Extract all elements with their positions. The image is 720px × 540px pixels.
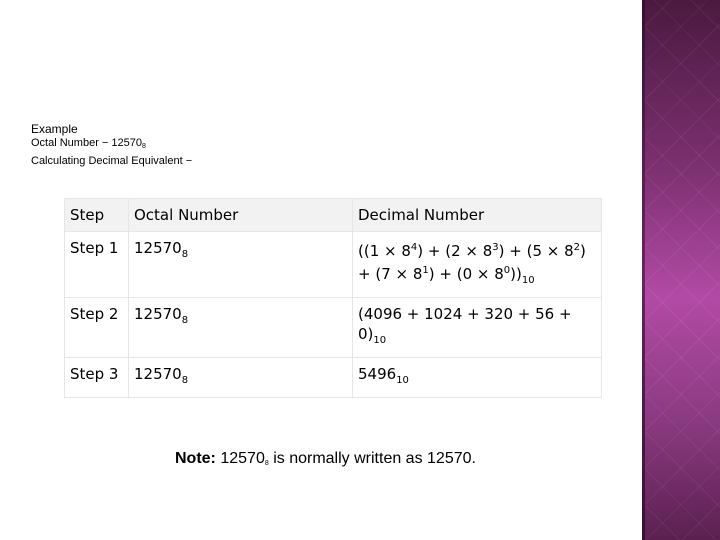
decorative-sidebar (642, 0, 720, 540)
table-header-row (65, 199, 602, 232)
decimal-cell: $5496_{10}$ (353, 358, 602, 398)
step-cell: Step 2 (65, 298, 129, 358)
table-row (65, 298, 602, 358)
conversion-table (64, 198, 602, 398)
table-row (65, 358, 602, 398)
octal-number-line: Octal Number − $12570_8$ (31, 137, 146, 150)
note-label: Note: (175, 450, 216, 467)
step-cell: Step 1 (65, 232, 129, 298)
header-step: Step (65, 199, 129, 232)
header-decimal: Decimal Number (353, 199, 602, 232)
octal-cell: $12570_8$ (129, 298, 353, 358)
step-cell: Step 3 (65, 358, 129, 398)
octal-cell: $12570_8$ (129, 232, 353, 298)
calculating-line: Calculating Decimal Equivalent − (31, 155, 193, 167)
example-heading: Example (31, 122, 78, 136)
note-text: Note: $12570_8$ is normally written as 12570. (175, 450, 476, 467)
table-row (65, 232, 602, 298)
decimal-cell: $(4096 + 1024 + 320 + 56 + 0)_{10}$ (353, 298, 602, 358)
octal-cell: $12570_8$ (129, 358, 353, 398)
intro-block (31, 122, 192, 168)
decimal-cell: $((1 \times 8^4) + (2 \times 8^3) + (5 \times 8^2) + (7 \times 8^1) + (0 \times 8^0))_{10}$ (353, 232, 602, 298)
header-octal: Octal Number (129, 199, 353, 232)
